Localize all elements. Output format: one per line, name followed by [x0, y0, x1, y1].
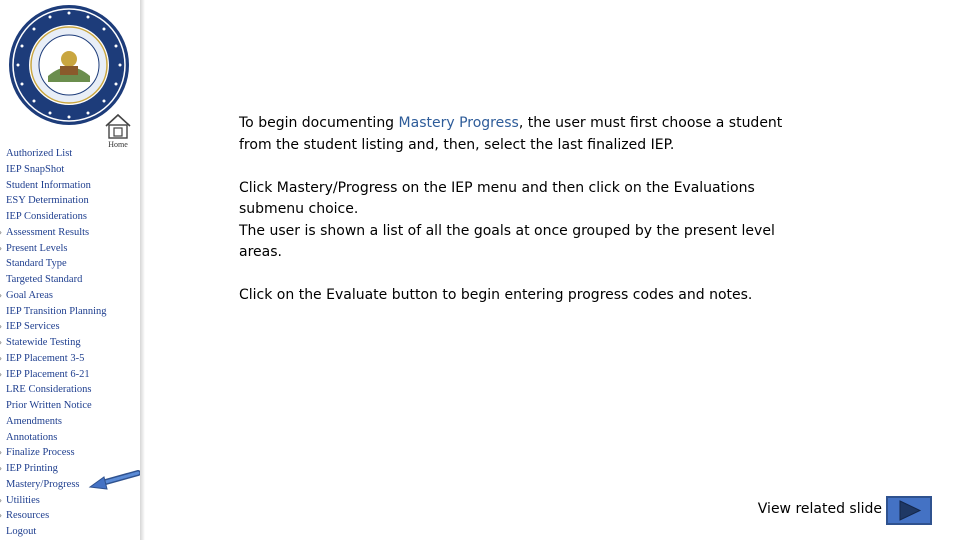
- wv-department-of-education-seal: [8, 4, 130, 126]
- p2-line-2: The user is shown a list of all the goals at once grouped by the present level areas.: [239, 222, 775, 260]
- menu-item-logout[interactable]: Logout: [6, 526, 37, 537]
- menu-item-lre-considerations[interactable]: LRE Considerations: [6, 384, 92, 396]
- menu-item-utilities[interactable]: › Utilities: [0, 493, 107, 509]
- pointer-arrow-icon: [88, 470, 140, 492]
- menu-item-iep-printing[interactable]: › IEP Printing: [0, 461, 107, 477]
- sidebar: [0, 0, 140, 540]
- menu-item-mastery-progress[interactable]: Mastery/Progress: [6, 478, 80, 490]
- menu-item-annotations[interactable]: Annotations: [6, 431, 58, 443]
- menu-item-finalize-process[interactable]: › Finalize Process: [0, 445, 107, 461]
- menu-item-esy-determination[interactable]: ESY Determination: [6, 195, 89, 207]
- instruction-paragraph-2: [239, 178, 799, 264]
- menu-item-prior-written-notice[interactable]: Prior Written Notice: [6, 400, 92, 411]
- menu-item-standard-type[interactable]: Standard Type: [6, 258, 67, 270]
- menu-item-iep-considerations[interactable]: IEP Considerations: [6, 211, 87, 222]
- p1-text-before: To begin documenting: [239, 115, 399, 131]
- home-button[interactable]: [103, 112, 133, 150]
- menu-item-resources[interactable]: › Resources: [0, 508, 107, 524]
- menu-item-student-information[interactable]: Student Information: [6, 179, 91, 191]
- play-icon: [888, 498, 930, 523]
- instruction-text: [239, 113, 799, 328]
- menu-item-iep-placement-6-21[interactable]: › IEP Placement 6-21: [0, 367, 107, 383]
- menu-item-statewide-testing[interactable]: › Statewide Testing: [0, 335, 107, 351]
- instruction-paragraph-3: Click on the Evaluate button to begin entering progress codes and notes.: [239, 287, 753, 303]
- menu-item-assessment-results[interactable]: › Assessment Results: [0, 225, 107, 241]
- p1-text-after: , the user must first choose a student from the student listing and, then, select the last finalized IEP.: [239, 115, 783, 153]
- view-related-slide-label: View related slide: [757, 501, 882, 517]
- menu-item-iep-transition-planning[interactable]: IEP Transition Planning: [6, 305, 107, 317]
- p2-line-1: Click Mastery/Progress on the IEP menu and then click on the Evaluations submenu choice.: [239, 179, 755, 217]
- view-related-slide-button[interactable]: [886, 496, 932, 525]
- menu-item-amendments[interactable]: Amendments: [6, 415, 62, 427]
- home-label: Home: [108, 140, 128, 149]
- menu-item-iep-snapshot[interactable]: IEP SnapShot: [6, 163, 65, 175]
- menu-item-goal-areas[interactable]: › Goal Areas: [0, 288, 107, 304]
- mastery-progress-highlight: Mastery Progress: [398, 115, 519, 131]
- menu-item-authorized-list[interactable]: Authorized List: [6, 148, 73, 159]
- menu-item-targeted-standard[interactable]: Targeted Standard: [6, 274, 83, 285]
- instruction-paragraph-1: [239, 113, 799, 156]
- menu-item-iep-services[interactable]: › IEP Services: [0, 319, 107, 335]
- menu-item-present-levels[interactable]: › Present Levels: [0, 241, 107, 257]
- home-icon: [103, 112, 133, 140]
- sidebar-divider: [140, 0, 145, 540]
- menu-item-iep-placement-3-5[interactable]: › IEP Placement 3-5: [0, 351, 107, 367]
